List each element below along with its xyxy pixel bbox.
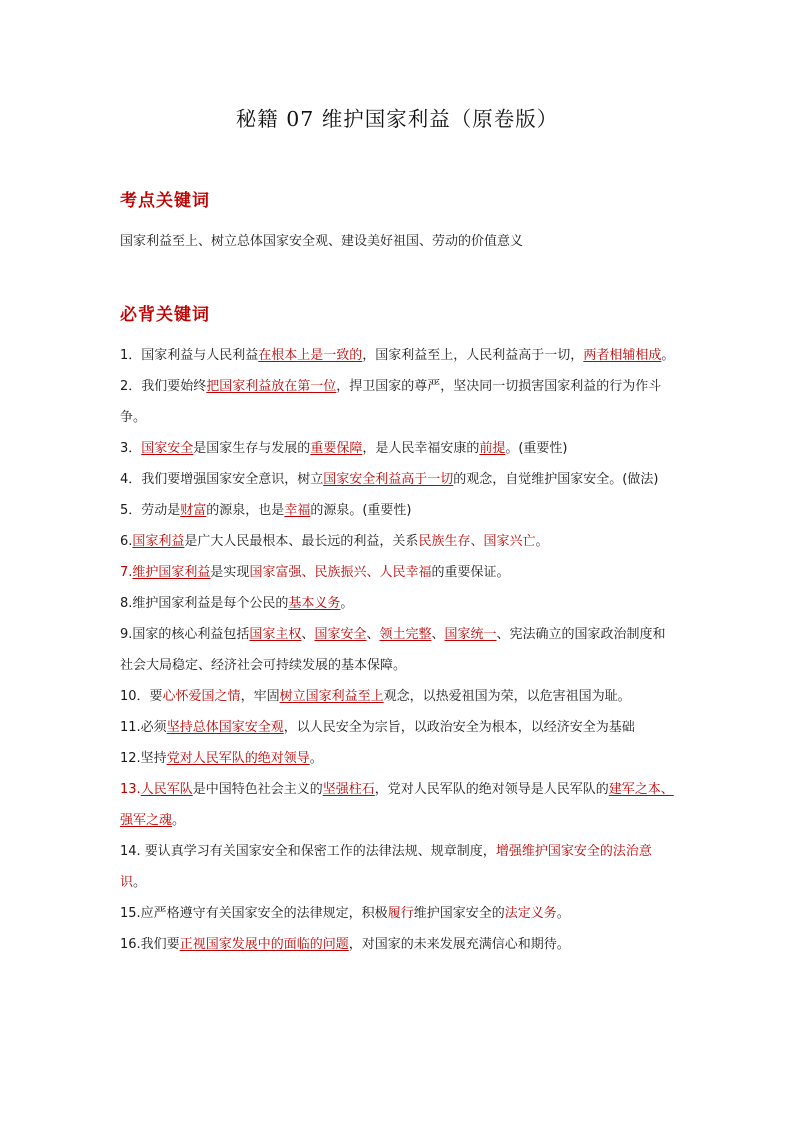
list-item-text: 3． bbox=[120, 441, 142, 456]
list-item-text: 正视国家发展中的面临的问题 bbox=[179, 937, 349, 952]
list-item-text: 16.我们要 bbox=[120, 937, 180, 952]
memorize-list bbox=[120, 340, 676, 960]
list-item-text: 。 bbox=[535, 534, 549, 549]
list-item bbox=[120, 433, 676, 464]
list-item bbox=[120, 495, 676, 526]
list-item-text: 心怀爱国之情 bbox=[162, 689, 241, 704]
page-title: 秘籍 07 维护国家利益（原卷版） bbox=[235, 107, 559, 131]
list-item bbox=[120, 619, 676, 681]
list-item bbox=[120, 929, 676, 960]
list-item-text: 维护国家利益 bbox=[132, 565, 211, 580]
list-item-text: 人民军队 bbox=[140, 782, 193, 797]
list-item-text: 。 bbox=[340, 596, 354, 611]
list-item-text: 在根本上是一致的 bbox=[258, 348, 363, 363]
list-item-text: 国家安全利益高于一切 bbox=[323, 472, 454, 487]
list-item-text: 幸福 bbox=[284, 503, 311, 518]
list-item-text: 、 bbox=[366, 627, 380, 642]
list-item-text: 树立国家利益至上 bbox=[279, 689, 384, 704]
list-item-text: 基本义务 bbox=[288, 596, 341, 611]
list-item-text: ，牢固 bbox=[240, 689, 280, 704]
list-item bbox=[120, 743, 676, 774]
list-item-text: 把国家利益放在第一位 bbox=[206, 379, 337, 394]
list-item-text: 12.坚持 bbox=[120, 751, 167, 766]
list-item-text: 的源泉，也是 bbox=[206, 503, 285, 518]
list-item bbox=[120, 712, 676, 743]
list-item-text: 是国家生存与发展的 bbox=[193, 441, 311, 456]
list-item-text: 。 bbox=[661, 348, 675, 363]
list-item-text: 履行 bbox=[387, 906, 414, 921]
list-item bbox=[120, 898, 676, 929]
list-item-text: 国家主权 bbox=[249, 627, 302, 642]
list-item-text: 是中国特色社会主义的 bbox=[192, 782, 323, 797]
list-item-text: 7. bbox=[120, 565, 133, 580]
list-item bbox=[120, 681, 676, 712]
list-item-text: 前提 bbox=[479, 441, 506, 456]
list-item bbox=[120, 371, 676, 433]
list-item-text: 。 bbox=[133, 875, 147, 890]
list-item-text: 6. bbox=[120, 534, 133, 549]
list-item-text: 4．我们要增强国家安全意识，树立 bbox=[120, 472, 324, 487]
list-item-text: 。 bbox=[556, 906, 570, 921]
list-item-text: 、 bbox=[431, 627, 445, 642]
list-item-text: ，是人民幸福安康的 bbox=[362, 441, 480, 456]
list-item bbox=[120, 774, 676, 836]
keywords-text: 国家利益至上、树立总体国家安全观、建设美好祖国、劳动的价值意义 bbox=[120, 234, 524, 249]
list-item-text: 15.应严格遵守有关国家安全的法律规定，积极 bbox=[120, 906, 388, 921]
list-item-text: 增强维护国家安全的法治意识 bbox=[120, 844, 652, 890]
list-item-text: 国家安全 bbox=[141, 441, 194, 456]
list-item-text: 2．我们要始终 bbox=[120, 379, 207, 394]
section-heading-must-memorize: 必背关键词 bbox=[120, 305, 210, 325]
list-item-text: 两者相辅相成 bbox=[583, 348, 662, 363]
list-item bbox=[120, 526, 676, 557]
list-item-text: 坚强柱石 bbox=[322, 782, 375, 797]
list-item-text: 8.维护国家利益是每个公民的 bbox=[120, 596, 289, 611]
list-item-text: 领土完整 bbox=[379, 627, 432, 642]
list-item-text: 法定义务 bbox=[504, 906, 557, 921]
list-item-text: 。(重要性) bbox=[505, 441, 568, 456]
list-item bbox=[120, 588, 676, 619]
list-item-text: 建军之本、强军之魂 bbox=[120, 782, 674, 828]
list-item-text: ，国家利益至上，人民利益高于一切， bbox=[362, 348, 584, 363]
list-item-text: 是广大人民最根本、最长远的利益，关系 bbox=[184, 534, 419, 549]
list-item-text: 的观念，自觉维护国家安全。(做法) bbox=[453, 472, 659, 487]
list-item-text: ，对国家的未来发展充满信心和期待。 bbox=[348, 937, 570, 952]
list-item-text: 国家富强、民族振兴、人民幸福 bbox=[249, 565, 432, 580]
list-item-text: 国家统一 bbox=[444, 627, 497, 642]
list-item-text: 观念，以热爱祖国为荣，以危害祖国为耻。 bbox=[383, 689, 631, 704]
list-item-text: 国家安全 bbox=[314, 627, 367, 642]
list-item-text: 、 bbox=[301, 627, 315, 642]
list-item-text: 11.必须 bbox=[120, 720, 167, 735]
list-item-text: 是实现 bbox=[210, 565, 250, 580]
list-item-text: 1．国家利益与人民利益 bbox=[120, 348, 259, 363]
list-item-text: 14. 要认真学习有关国家安全和保密工作的法律法规、规章制度， bbox=[120, 844, 496, 859]
list-item-text: 、宪法确立的国家政治制度和社会大局稳定、经济社会可持续发展的基本保障。 bbox=[120, 627, 666, 673]
list-item-text: ，党对人民军队的绝对领导是人民军队的 bbox=[374, 782, 609, 797]
list-item-text: ，以人民安全为宗旨，以政治安全为根本，以经济安全为基础 bbox=[283, 720, 635, 735]
list-item bbox=[120, 836, 676, 898]
list-item-text: 13. bbox=[120, 782, 141, 797]
list-item-text: 财富 bbox=[180, 503, 207, 518]
list-item bbox=[120, 340, 676, 371]
list-item-text: 民族生存、国家兴亡 bbox=[418, 534, 536, 549]
list-item-text: 。 bbox=[309, 751, 323, 766]
list-item-text: 党对人民军队的绝对领导 bbox=[166, 751, 310, 766]
list-item-text: 的源泉。(重要性) bbox=[310, 503, 412, 518]
list-item-text: ，捍卫国家的尊严，坚决同一切损害国家利益的行为作斗争。 bbox=[120, 379, 662, 425]
list-item-text: 10．要 bbox=[120, 689, 163, 704]
section-heading-keywords: 考点关键词 bbox=[120, 191, 210, 211]
list-item bbox=[120, 557, 676, 588]
list-item-text: 国家利益 bbox=[132, 534, 185, 549]
list-item-text: 的重要保证。 bbox=[431, 565, 510, 580]
list-item-text: 维护国家安全的 bbox=[413, 906, 505, 921]
list-item-text: 9.国家的核心利益包括 bbox=[120, 627, 250, 642]
list-item-text: 5．劳动是 bbox=[120, 503, 181, 518]
list-item bbox=[120, 464, 676, 495]
list-item-text: 坚持总体国家安全观 bbox=[166, 720, 284, 735]
list-item-text: 重要保障 bbox=[310, 441, 363, 456]
list-item-text: 。 bbox=[172, 813, 186, 828]
